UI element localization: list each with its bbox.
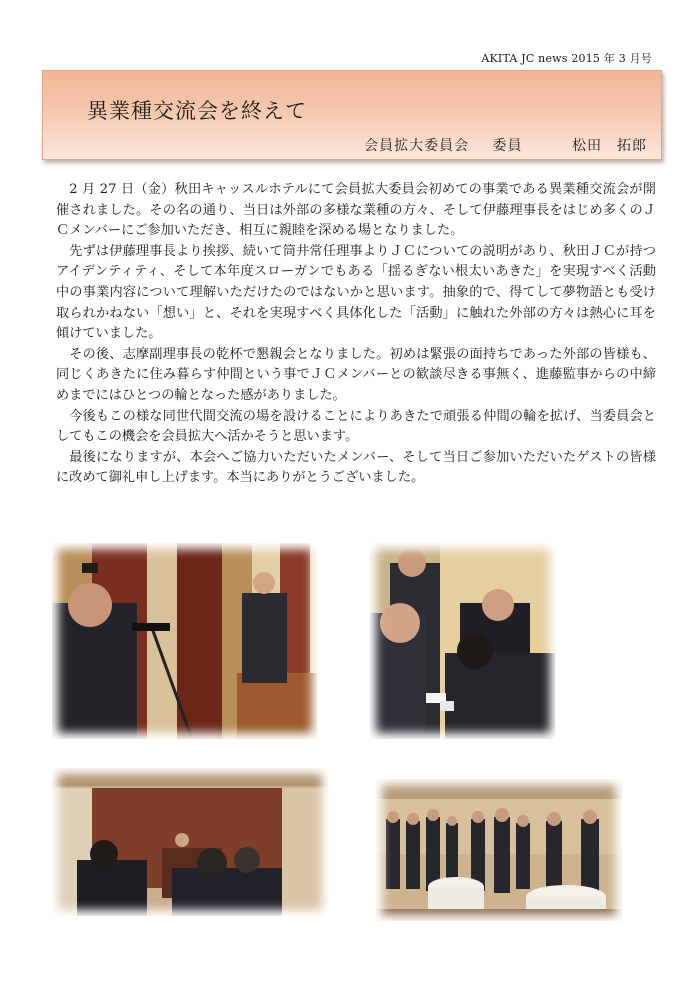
byline-role: 委員 (492, 138, 523, 154)
byline (364, 135, 647, 155)
title-banner (42, 70, 662, 160)
business-card-exchange-photo (370, 543, 556, 739)
paragraph: 最後になりますが、本会へご協力いただいたメンバー、そして当日ご参加いただいたゲストの皆様に改めて御礼申し上げます。本当にありがとうございました。 (56, 449, 656, 486)
issue-label: AKITA JC news 2015 年 3 月号 (481, 52, 652, 65)
article-body (56, 180, 656, 489)
paragraph: 2 月 27 日（金）秋田キャッスルホテルにて会員拡大委員会初めての事業である異業種交流会が開催されました。その名の通り、当日は外部の多様な業種の方々、そして伊藤理事長をはじめ多くのＪＣメンバーにご参加いただき、相互に親睦を深める場となりました。 (56, 182, 656, 239)
standing-party-photo (376, 779, 622, 921)
seated-audience-photo (52, 768, 328, 916)
podium-speech-photo (52, 543, 318, 739)
byline-org: 会員拡大委員会 (364, 138, 470, 154)
paragraph: その後、志摩副理事長の乾杯で懇親会となりました。初めは緊張の面持ちであった外部の皆様も、同じくあきたに住み暮らす仲間という事でＪＣメンバーとの歓談尽きる事無く、進藤監事からの中締めまでにはひとつの輪となった感がありました。 (56, 346, 656, 403)
paragraph: 今後もこの様な同世代間交流の場を設けることによりあきたで頑張る仲間の輪を拡げ、当委員会としてもこの機会を会員拡大へ活かそうと思います。 (56, 408, 656, 445)
paragraph: 先ずは伊藤理事長より挨拶、続いて筒井常任理事よりＪＣについての説明があり、秋田ＪＣが持つアイデンティティ、そして本年度スローガンでもある「揺るぎない根太いあきた」を実現すべく活動中の事業内容について理解いただけたのではないかと思います。抽象的で、得てして夢物語とも受け取られかねない「想い」と、それを実現すべく具体化した「活動」に触れた外部の方々は熱心に耳を傾けていました。 (56, 243, 656, 342)
article-title: 異業種交流会を終えて (87, 99, 307, 123)
byline-name: 松田 拓郎 (572, 138, 647, 154)
